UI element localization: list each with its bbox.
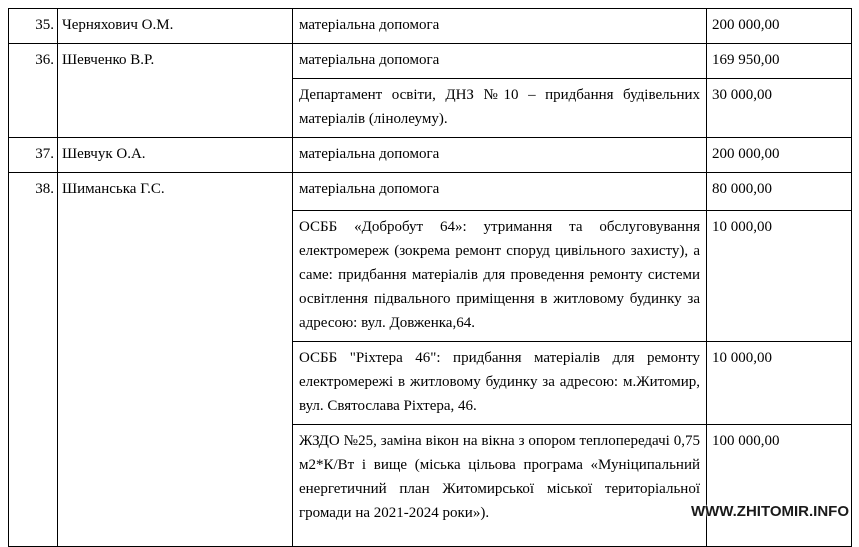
purpose-description: ОСББ "Ріхтера 46": придбання матеріалів для ремонту електромережі в житловому будинку за адресою: м.Житомир, вул. Святослава Ріхтера, 46. (293, 342, 707, 425)
amount: 200 000,00 (707, 138, 852, 173)
row-number: 38. (9, 173, 58, 547)
amount: 30 000,00 (707, 79, 852, 138)
amount: 10 000,00 (707, 342, 852, 425)
table-row (9, 44, 852, 79)
purpose-description: матеріальна допомога (293, 9, 707, 44)
amount: 169 950,00 (707, 44, 852, 79)
recipient-name: Шиманська Г.С. (58, 173, 293, 547)
purpose-description: матеріальна допомога (293, 44, 707, 79)
amount: 80 000,00 (707, 173, 852, 211)
amount: 10 000,00 (707, 211, 852, 342)
allocation-table (8, 8, 852, 547)
recipient-name: Черняхович О.М. (58, 9, 293, 44)
amount: 200 000,00 (707, 9, 852, 44)
table-row (9, 173, 852, 211)
amount: 100 000,00 (707, 425, 852, 547)
row-number: 36. (9, 44, 58, 138)
purpose-description: Департамент освіти, ДНЗ №10 – придбання будівельних матеріалів (лінолеуму). (293, 79, 707, 138)
purpose-description: ОСББ «Добробут 64»: утримання та обслуговування електромереж (зокрема ремонт споруд цивільного захисту), а саме: придбання матеріалів для проведення ремонту системи освітлення підвального приміщення в житловому будинку за адресою: вул. Довженка,64. (293, 211, 707, 342)
table-row (9, 138, 852, 173)
table-row (9, 9, 852, 44)
row-number: 35. (9, 9, 58, 44)
recipient-name: Шевченко В.Р. (58, 44, 293, 138)
row-number: 37. (9, 138, 58, 173)
purpose-description: матеріальна допомога (293, 138, 707, 173)
recipient-name: Шевчук О.А. (58, 138, 293, 173)
site-watermark: WWW.ZHITOMIR.INFO (690, 503, 849, 520)
purpose-description: матеріальна допомога (293, 173, 707, 211)
purpose-description: ЖЗДО №25, заміна вікон на вікна з опором теплопередачі 0,75 м2*К/Вт і вище (міська цільова програма «Муніципальний енергетичний план Житомирської міської територіальної громади на 2021-2024 роки»). (293, 425, 707, 547)
